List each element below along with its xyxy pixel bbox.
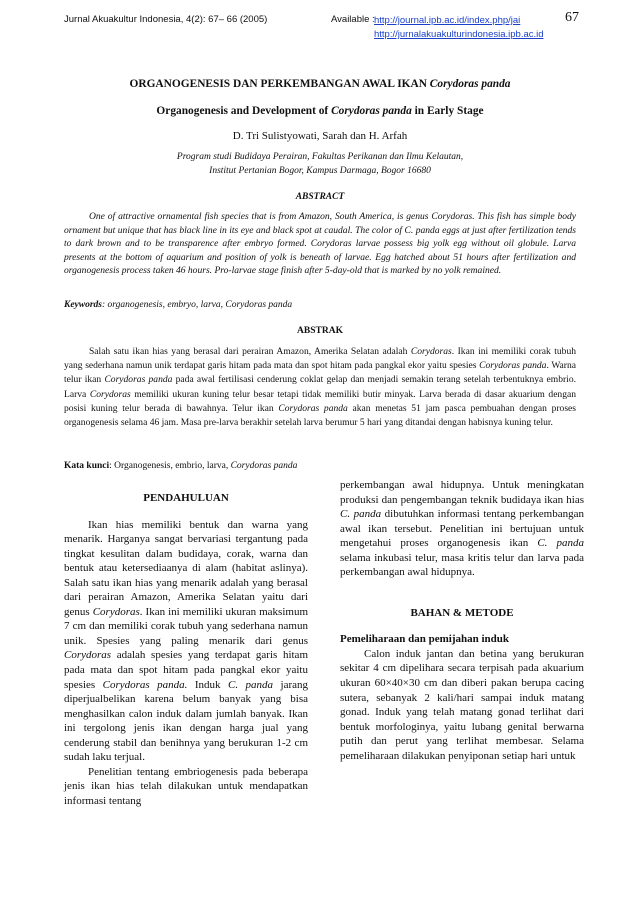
page-header [64, 10, 584, 50]
page-number: 67 [565, 10, 579, 25]
subsection-heading: Pemeliharaan dan pemijahan induk [340, 633, 510, 646]
paragraph: Calon induk jantan dan betina yang berukuran sekitar 4 cm dipelihara secara terpisah pada akuarium ukuran 60×40×30 cm dan diberi pakan berupa cacing sutera, sebanyak 2 kali/hari sampai induk matang gonad. Induk yang telah matang gonad terlihat dari bentuk morfologinya, yaitu lubang genital berwarna putih dan perut yang terlihat membesar. Selama pemeliharaan dilakukan penyiponan setiap hari untuk [340, 647, 584, 762]
article-title [60, 78, 580, 90]
kata-kunci-label: Kata kunci [64, 461, 110, 471]
authors: D. Tri Sulistyowati, Sarah dan H. Arfah [232, 130, 408, 142]
keywords-text: : organogenesis, embryo, larva, Corydoras panda [102, 300, 293, 310]
section-heading-bahan-metode: BAHAN & METODE [410, 606, 514, 619]
title-species: Corydoras panda [429, 78, 511, 90]
affiliation-line-2: Institut Pertanian Bogor, Kampus Darmaga, Bogor 16680 [209, 166, 431, 176]
abstrak-heading: ABSTRAK [297, 326, 343, 336]
article-subtitle [60, 105, 580, 117]
available-label: Available : [331, 14, 375, 25]
affiliation-line-1: Program studi Budidaya Perairan, Fakultas Perikanan dan Ilmu Kelautan, [176, 152, 464, 162]
abstract-heading: ABSTRACT [295, 192, 345, 202]
journal-urls [374, 14, 544, 42]
journal-url-link[interactable]: http://journal.ipb.ac.id/index.php/jai [374, 15, 521, 26]
paragraph: Ikan hias memiliki bentuk dan warna yang menarik. Harganya sangat bervariasi tergantung pada tingkat kesulitan dalam budidaya, corak, warna dan bentuk atau ketersediaanya di alam (habitat aslinya). Salah satu ikan hias yang menarik adalah yang berasal dari perairan Amazon, Amerika Selatan yaitu dari genus Corydoras. Ikan ini memiliki ukuran maksimum 7 cm dan memiliki corak tubuh yang sederhana namun unik. Spesies yang paling menarik dari genus Corydoras adalah spesies yang terdapat garis hitam pada mata dan spot hitam pada pangkal ekor yaitu spesies Corydoras panda. Induk C. panda jarang diperjualbelikan karena belum banyak yang bisa menghasilkan calon induk dalam jumlah banyak. Ikan ini tergolong jenis ikan dengan harga jual yang cenderung stabil dan benihnya yang berukuran 1-2 cm sudah laku terjual. [64, 518, 309, 764]
paragraph: Penelitian tentang embriogenesis pada beberapa jenis ikan hias telah dilakukan untuk mendapatkan informasi tentang [64, 765, 308, 807]
subtitle-suffix: in Early Stage [411, 105, 484, 117]
abstrak-text: Salah satu ikan hias yang berasal dari perairan Amazon, Amerika Selatan adalah Corydoras. Ikan ini memiliki corak tubuh yang sederhana namun unik terdapat garis hitam pada mata dan spot hitam pada pangkal ekor yaitu spesies Corydoras panda. Warna telur ikan Corydoras panda pada awal fertilisasi cenderung coklat gelap dan menjadi semakin terang setelah terbentuknya embrio. Larva Corydoras memiliki ukuran kuning telur besar tetapi tidak memiliki butir minyak. Larva berada di dasar akuarium dengan posisi kuning telur berada di bawahnya. Telur ikan Corydoras panda akan menetas 51 jam pasca pembuahan dengan proses organogenesis selama 46 jam. Masa pre-larva berakhir setelah larva berumur 5 hari yang ditandai dengan habisnya kuning telur. [64, 346, 576, 429]
section-heading-pendahuluan: PENDAHULUAN [143, 492, 229, 504]
kata-kunci: Kata kunci: Organogenesis, embrio, larva, Corydoras panda [64, 461, 298, 471]
journal-alt-url-link[interactable]: http://jurnalakuakulturindonesia.ipb.ac.id [374, 29, 544, 40]
journal-citation: Jurnal Akuakultur Indonesia, 4(2): 67– 66 (2005) [64, 14, 268, 25]
subtitle-species: Corydoras panda [331, 105, 412, 117]
left-column [64, 478, 308, 808]
title-text: ORGANOGENESIS DAN PERKEMBANGAN AWAL IKAN [129, 78, 430, 90]
keywords [64, 300, 576, 310]
subtitle-text: Organogenesis and Development of [156, 105, 332, 117]
keywords-label: Keywords [64, 300, 102, 310]
abstract-text: One of attractive ornamental fish species that is from Amazon, South America, is genus Corydoras. This fish has simple body ornament but unique that has black line in its eye and black spot at caudal. The color of C. panda eggs at just after fertilization tends to dark brown and to be transparence after embryo formed. Corydoras larvae possess big yolk egg without oil globule. Larva presents at the bottom of aquarium and position of yolk is beneath of larvae. Egg hatched about 51 hours after fertilization and organogenesis process taken 46 hours. Pro-larvae stage finish after 5-day-old that is marked by no yolk remained. [64, 211, 576, 277]
paragraph: perkembangan awal hidupnya. Untuk meningkatan produksi dan pengembangan teknik budidaya ikan hias C. panda dibutuhkan informasi tentang perkembangan awal ikan tersebut. Penelitian ini bertujuan untuk mengetahui proses organogenesis ikan C. panda selama inkubasi telur, masa kritis telur dan larva pada perkembangan awal hidupnya. [340, 479, 585, 579]
right-column [340, 478, 584, 763]
